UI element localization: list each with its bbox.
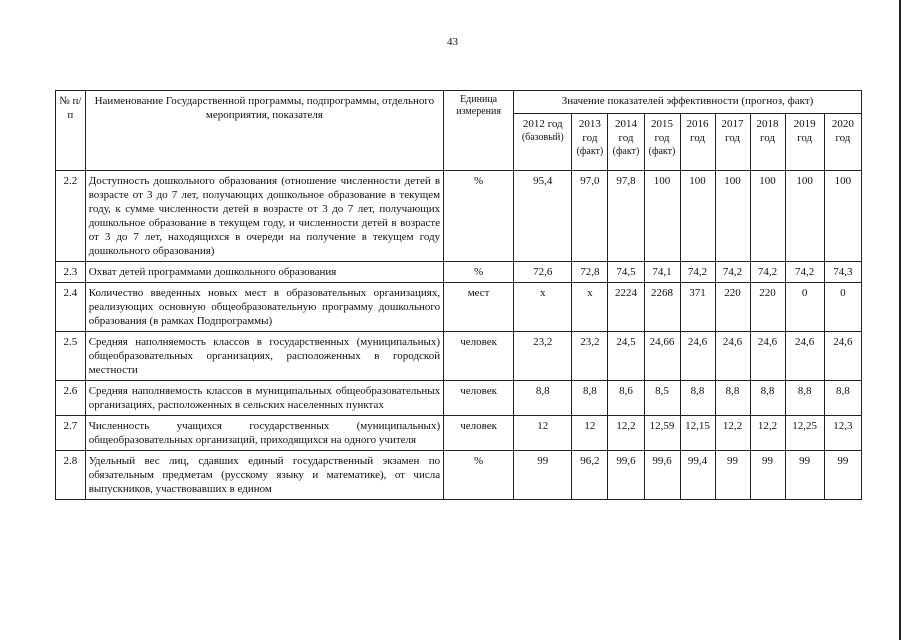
indicator-value: 8,8 xyxy=(715,381,750,416)
indicator-value: 24,6 xyxy=(715,332,750,381)
indicator-value: 8,6 xyxy=(608,381,644,416)
indicator-value: 12,2 xyxy=(608,416,644,451)
indicators-table xyxy=(55,90,862,500)
indicator-value: 99,6 xyxy=(608,451,644,500)
indicator-unit: % xyxy=(444,171,514,262)
indicator-unit: человек xyxy=(444,381,514,416)
table-row xyxy=(56,416,862,451)
indicator-value: 99 xyxy=(514,451,572,500)
indicator-value: 12,59 xyxy=(644,416,680,451)
header-year-label: 2013 год xyxy=(578,118,601,144)
indicator-value: 8,5 xyxy=(644,381,680,416)
indicator-value: 100 xyxy=(824,171,861,262)
header-year-note: (факт) xyxy=(648,146,676,157)
table-row xyxy=(56,381,862,416)
indicator-name: Численность учащихся государственных (муниципальных) общеобразовательных организаций, приходящихся на одного учителя xyxy=(85,416,443,451)
indicator-unit: человек xyxy=(444,416,514,451)
row-number: 2.6 xyxy=(56,381,86,416)
indicator-value: 24,6 xyxy=(785,332,824,381)
indicator-value: 74,5 xyxy=(608,262,644,283)
header-year-label: 2012 год xyxy=(522,118,563,130)
indicator-value: 12 xyxy=(514,416,572,451)
indicator-value: 100 xyxy=(750,171,785,262)
indicator-value: 23,2 xyxy=(572,332,608,381)
header-year-label: 2015 год xyxy=(651,118,674,144)
indicator-value: х xyxy=(572,283,608,332)
table-row xyxy=(56,451,862,500)
header-year-label: 2014 год xyxy=(614,118,637,144)
indicator-value: 220 xyxy=(715,283,750,332)
indicator-value: 99 xyxy=(824,451,861,500)
indicator-value: 96,2 xyxy=(572,451,608,500)
indicator-value: 12,15 xyxy=(680,416,715,451)
header-name: Наименование Государственной программы, подпрограммы, отдельного мероприятия, показателя xyxy=(85,91,443,171)
indicator-unit: мест xyxy=(444,283,514,332)
indicator-value: 371 xyxy=(680,283,715,332)
header-year-label: 2016 год xyxy=(686,118,709,144)
indicator-value: 12,2 xyxy=(715,416,750,451)
indicator-value: 95,4 xyxy=(514,171,572,262)
header-year-6 xyxy=(750,114,785,171)
indicator-name: Средняя наполняемость классов в муниципальных общеобразовательных организациях, расположенных в сельских населенных пунктах xyxy=(85,381,443,416)
header-year-2 xyxy=(608,114,644,171)
indicator-value: 8,8 xyxy=(785,381,824,416)
indicator-value: 8,8 xyxy=(514,381,572,416)
indicator-value: 0 xyxy=(785,283,824,332)
indicator-value: 99 xyxy=(785,451,824,500)
indicator-value: 23,2 xyxy=(514,332,572,381)
indicator-value: 100 xyxy=(644,171,680,262)
indicator-value: 12,3 xyxy=(824,416,861,451)
header-year-note: (факт) xyxy=(576,146,604,157)
header-year-3 xyxy=(644,114,680,171)
header-unit: Единица измерения xyxy=(444,91,514,171)
indicator-value: 74,2 xyxy=(785,262,824,283)
header-row-1 xyxy=(56,91,862,114)
page-number: 43 xyxy=(447,36,458,48)
indicator-value: 12,2 xyxy=(750,416,785,451)
indicator-value: 12 xyxy=(572,416,608,451)
header-year-4 xyxy=(680,114,715,171)
header-year-label: 2018 год xyxy=(756,118,779,144)
indicator-value: 8,8 xyxy=(824,381,861,416)
indicator-value: 24,5 xyxy=(608,332,644,381)
indicator-value: 12,25 xyxy=(785,416,824,451)
header-year-5 xyxy=(715,114,750,171)
row-number: 2.8 xyxy=(56,451,86,500)
indicator-value: 100 xyxy=(715,171,750,262)
indicator-value: 97,8 xyxy=(608,171,644,262)
indicator-value: 99 xyxy=(715,451,750,500)
indicator-value: 24,6 xyxy=(750,332,785,381)
indicator-value: 8,8 xyxy=(750,381,785,416)
indicator-value: 24,6 xyxy=(824,332,861,381)
header-year-note: (базовый) xyxy=(521,132,564,143)
indicator-value: 99 xyxy=(750,451,785,500)
header-year-7 xyxy=(785,114,824,171)
header-year-label: 2017 год xyxy=(721,118,744,144)
header-values-group: Значение показателей эффективности (прогноз, факт) xyxy=(514,91,862,114)
indicator-value: 100 xyxy=(680,171,715,262)
row-number: 2.2 xyxy=(56,171,86,262)
indicator-value: 74,2 xyxy=(680,262,715,283)
indicator-value: х xyxy=(514,283,572,332)
indicator-name: Удельный вес лиц, сдавших единый государственный экзамен по обязательным предметам (русскому языку и математике), от числа выпускников, участвовавших в едином xyxy=(85,451,443,500)
table-body xyxy=(56,171,862,500)
indicator-value: 97,0 xyxy=(572,171,608,262)
row-number: 2.3 xyxy=(56,262,86,283)
indicator-value: 74,1 xyxy=(644,262,680,283)
indicator-value: 8,8 xyxy=(572,381,608,416)
indicator-value: 74,2 xyxy=(750,262,785,283)
indicator-value: 72,8 xyxy=(572,262,608,283)
indicator-unit: человек xyxy=(444,332,514,381)
header-year-8 xyxy=(824,114,861,171)
page-edge-line xyxy=(899,0,901,640)
indicator-value: 220 xyxy=(750,283,785,332)
indicator-value: 74,3 xyxy=(824,262,861,283)
indicator-name: Охват детей программами дошкольного образования xyxy=(85,262,443,283)
row-number: 2.5 xyxy=(56,332,86,381)
indicator-value: 8,8 xyxy=(680,381,715,416)
indicator-value: 99,6 xyxy=(644,451,680,500)
indicator-value: 2268 xyxy=(644,283,680,332)
row-number: 2.4 xyxy=(56,283,86,332)
header-num: № п/п xyxy=(56,91,86,171)
indicator-name: Количество введенных новых мест в образовательных организациях, реализующих основную общеобразовательную программу дошкольного образования (в рамках Подпрограммы) xyxy=(85,283,443,332)
table-row xyxy=(56,332,862,381)
indicator-unit: % xyxy=(444,262,514,283)
row-number: 2.7 xyxy=(56,416,86,451)
header-year-1 xyxy=(572,114,608,171)
header-year-0 xyxy=(514,114,572,171)
header-year-note: (факт) xyxy=(612,146,640,157)
indicator-value: 24,66 xyxy=(644,332,680,381)
indicator-value: 74,2 xyxy=(715,262,750,283)
header-year-label: 2019 год xyxy=(793,118,816,144)
indicator-name: Доступность дошкольного образования (отношение численности детей в возрасте от 3 до 7 лет, получающих дошкольное образование в текущем году, к сумме численности детей в возрасте от 3 до 7 лет, получающих дошкольное образование в текущем году, и численности детей в возрасте от 3 до 7 лет, находящихся в очереди на получение в текущем году дошкольного образования) xyxy=(85,171,443,262)
table-row xyxy=(56,262,862,283)
indicator-value: 100 xyxy=(785,171,824,262)
indicator-value: 99,4 xyxy=(680,451,715,500)
indicator-value: 2224 xyxy=(608,283,644,332)
table-row xyxy=(56,171,862,262)
indicator-value: 72,6 xyxy=(514,262,572,283)
table-row xyxy=(56,283,862,332)
indicator-unit: % xyxy=(444,451,514,500)
indicator-value: 0 xyxy=(824,283,861,332)
indicator-value: 24,6 xyxy=(680,332,715,381)
header-year-label: 2020 год xyxy=(831,118,854,144)
indicator-name: Средняя наполняемость классов в государственных (муниципальных) общеобразовательных организациях, расположенных в городской местности xyxy=(85,332,443,381)
